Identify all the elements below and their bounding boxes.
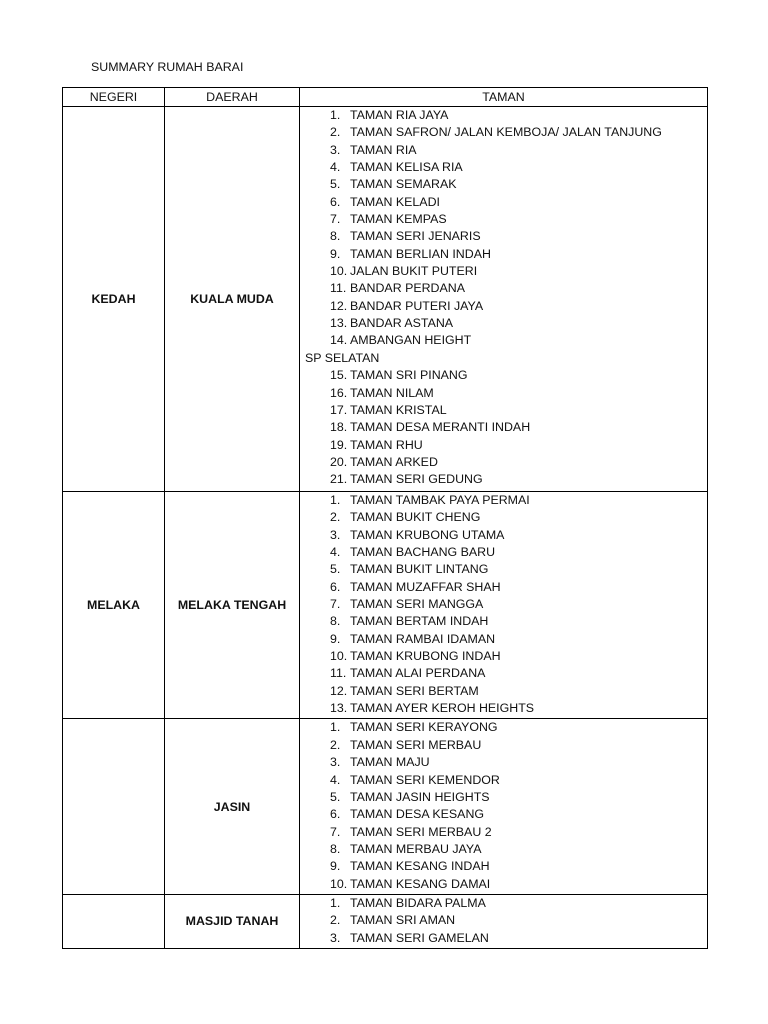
taman-cell bbox=[300, 719, 708, 894]
list-item bbox=[305, 419, 707, 436]
list-item-number: 7. bbox=[330, 597, 341, 612]
list-item-text: AMBANGAN HEIGHT bbox=[350, 333, 472, 348]
list-item bbox=[305, 596, 707, 613]
list-item-number: 2. bbox=[330, 737, 341, 752]
list-item-number: 10. bbox=[330, 649, 348, 664]
list-item bbox=[305, 211, 707, 228]
list-item-text: TAMAN SERI KEMENDOR bbox=[350, 772, 500, 787]
list-item-text: TAMAN MERBAU JAYA bbox=[350, 841, 482, 856]
list-item bbox=[305, 683, 707, 700]
list-item-text: TAMAN BERLIAN INDAH bbox=[350, 246, 491, 261]
negeri-cell: KEDAH bbox=[63, 107, 165, 492]
list-item-number: 10. bbox=[330, 264, 348, 279]
list-item-text: TAMAN SEMARAK bbox=[350, 177, 457, 192]
list-item-text: TAMAN RIA bbox=[350, 142, 417, 157]
list-item bbox=[305, 561, 707, 578]
list-item bbox=[305, 930, 707, 947]
list-item-number: 16. bbox=[330, 385, 348, 400]
list-item bbox=[305, 754, 707, 771]
row-melaka-tengah bbox=[63, 492, 708, 719]
daerah-cell: JASIN bbox=[165, 719, 300, 894]
list-item bbox=[305, 142, 707, 159]
list-item-number: 15. bbox=[330, 368, 348, 383]
list-item bbox=[305, 858, 707, 875]
list-item bbox=[305, 246, 707, 263]
row-jasin bbox=[63, 719, 708, 894]
list-item-text: TAMAN RHU bbox=[350, 437, 423, 452]
list-item-text: TAMAN TAMBAK PAYA PERMAI bbox=[350, 493, 530, 507]
header-row bbox=[63, 88, 708, 107]
list-item bbox=[305, 492, 707, 509]
list-item bbox=[305, 912, 707, 929]
list-item-text: TAMAN BUKIT LINTANG bbox=[350, 562, 489, 577]
list-item-text: TAMAN SAFRON/ JALAN KEMBOJA/ JALAN TANJUNG bbox=[350, 125, 662, 140]
list-item-text: TAMAN AYER KEROH HEIGHTS bbox=[350, 701, 535, 716]
list-item bbox=[305, 263, 707, 280]
list-item-number: 4. bbox=[330, 545, 341, 560]
list-item-number: 9. bbox=[330, 859, 341, 874]
list-item bbox=[305, 544, 707, 561]
negeri-cell bbox=[63, 894, 165, 948]
list-item-text: TAMAN MAJU bbox=[350, 755, 430, 770]
list-item-number: 13. bbox=[330, 701, 348, 716]
list-item-number: 11. bbox=[330, 281, 347, 296]
list-item-number: 5. bbox=[330, 789, 341, 804]
taman-cell bbox=[300, 492, 708, 719]
list-item-text: TAMAN DESA KESANG bbox=[350, 807, 485, 822]
taman-list bbox=[305, 492, 707, 717]
list-item bbox=[305, 648, 707, 665]
list-item bbox=[305, 579, 707, 596]
list-item-number: 8. bbox=[330, 229, 341, 244]
negeri-cell bbox=[63, 719, 165, 894]
list-item-text: TAMAN SERI KERAYONG bbox=[350, 720, 498, 735]
list-item-number: 20. bbox=[330, 454, 348, 469]
list-item-number: 6. bbox=[330, 579, 341, 594]
list-item-number: 21. bbox=[330, 472, 348, 487]
list-item bbox=[305, 789, 707, 806]
list-item bbox=[305, 402, 707, 419]
list-item bbox=[305, 895, 707, 912]
list-item-number: 5. bbox=[330, 177, 341, 192]
list-item bbox=[305, 454, 707, 471]
list-item-number: 8. bbox=[330, 614, 341, 629]
list-item bbox=[305, 280, 707, 297]
list-item-text: TAMAN SERI GEDUNG bbox=[350, 472, 483, 487]
list-item-text: TAMAN SERI MERBAU 2 bbox=[350, 824, 492, 839]
list-item-text: TAMAN DESA MERANTI INDAH bbox=[350, 420, 531, 435]
subgroup-label: SP SELATAN bbox=[305, 350, 380, 365]
list-item-text: TAMAN MUZAFFAR SHAH bbox=[350, 579, 501, 594]
row-masjid-tanah bbox=[63, 894, 708, 948]
list-item-number: 17. bbox=[330, 402, 348, 417]
list-item-number: 7. bbox=[330, 824, 341, 839]
list-item-number: 18. bbox=[330, 420, 348, 435]
list-item-number: 13. bbox=[330, 316, 348, 331]
document-title: SUMMARY RUMAH BARAI bbox=[91, 60, 244, 74]
list-item bbox=[305, 107, 707, 124]
header-daerah: DAERAH bbox=[165, 88, 300, 107]
list-item-number: 1. bbox=[330, 493, 341, 507]
list-item bbox=[305, 806, 707, 823]
list-item-text: TAMAN BERTAM INDAH bbox=[350, 614, 489, 629]
list-item-text: TAMAN ALAI PERDANA bbox=[350, 666, 486, 681]
list-item-text: BANDAR ASTANA bbox=[350, 316, 454, 331]
list-item bbox=[305, 613, 707, 630]
list-item-number: 9. bbox=[330, 631, 341, 646]
list-item-text: TAMAN BIDARA PALMA bbox=[350, 895, 486, 910]
list-item-number: 7. bbox=[330, 212, 341, 227]
list-item-text: BANDAR PUTERI JAYA bbox=[350, 298, 484, 313]
list-item bbox=[305, 700, 707, 717]
list-item-text: TAMAN KESANG INDAH bbox=[350, 859, 490, 874]
list-item-text: TAMAN SERI BERTAM bbox=[350, 683, 479, 698]
list-item-number: 5. bbox=[330, 562, 341, 577]
list-item-number: 19. bbox=[330, 437, 348, 452]
list-item-number: 6. bbox=[330, 194, 341, 209]
list-item-number: 1. bbox=[330, 720, 341, 735]
list-item bbox=[305, 719, 707, 736]
list-item-number: 4. bbox=[330, 160, 341, 175]
list-item bbox=[305, 665, 707, 682]
list-item bbox=[305, 876, 707, 893]
list-item bbox=[305, 332, 707, 349]
list-item-number: 6. bbox=[330, 807, 341, 822]
list-item-number: 2. bbox=[330, 125, 341, 140]
list-item bbox=[305, 176, 707, 193]
row-kedah bbox=[63, 107, 708, 492]
list-item bbox=[305, 124, 707, 141]
summary-table bbox=[62, 87, 708, 949]
list-item-number: 10. bbox=[330, 876, 348, 891]
list-item-text: TAMAN BACHANG BARU bbox=[350, 545, 496, 560]
taman-cell bbox=[300, 894, 708, 948]
list-item-text: TAMAN SERI MANGGA bbox=[350, 597, 484, 612]
list-item-number: 3. bbox=[330, 142, 341, 157]
list-item-text: TAMAN BUKIT CHENG bbox=[350, 510, 481, 525]
header-taman: TAMAN bbox=[300, 88, 708, 107]
list-item-text: TAMAN KRUBONG INDAH bbox=[350, 649, 501, 664]
list-item bbox=[305, 228, 707, 245]
daerah-cell: MELAKA TENGAH bbox=[165, 492, 300, 719]
list-item-number: 4. bbox=[330, 772, 341, 787]
list-item-text: TAMAN JASIN HEIGHTS bbox=[350, 789, 490, 804]
list-item-text: TAMAN KESANG DAMAI bbox=[350, 876, 491, 891]
taman-cell bbox=[300, 107, 708, 492]
list-item bbox=[305, 841, 707, 858]
daerah-cell: MASJID TANAH bbox=[165, 894, 300, 948]
list-item bbox=[305, 631, 707, 648]
list-item-text: TAMAN SERI MERBAU bbox=[350, 737, 482, 752]
list-item-text: JALAN BUKIT PUTERI bbox=[350, 264, 478, 279]
list-item-text: TAMAN KELADI bbox=[350, 194, 440, 209]
list-item-text: TAMAN SERI JENARIS bbox=[350, 229, 481, 244]
list-item-number: 11. bbox=[330, 666, 347, 681]
list-item-number: 12. bbox=[330, 298, 348, 313]
list-item bbox=[305, 772, 707, 789]
list-item bbox=[305, 367, 707, 384]
list-item bbox=[305, 737, 707, 754]
taman-list bbox=[305, 367, 707, 488]
list-item-text: TAMAN KEMPAS bbox=[350, 212, 447, 227]
list-item-number: 3. bbox=[330, 527, 341, 542]
list-item bbox=[305, 471, 707, 488]
list-item bbox=[305, 824, 707, 841]
header-negeri: NEGERI bbox=[63, 88, 165, 107]
list-item-number: 8. bbox=[330, 841, 341, 856]
taman-list bbox=[305, 107, 707, 350]
list-item bbox=[305, 509, 707, 526]
list-item bbox=[305, 194, 707, 211]
list-item bbox=[305, 437, 707, 454]
list-item-number: 1. bbox=[330, 108, 341, 122]
list-item-text: TAMAN ARKED bbox=[350, 454, 438, 469]
list-item-number: 2. bbox=[330, 510, 341, 525]
list-item-text: TAMAN SRI PINANG bbox=[350, 368, 468, 383]
list-item bbox=[305, 315, 707, 332]
list-item-text: TAMAN KRUBONG UTAMA bbox=[350, 527, 505, 542]
list-item-text: TAMAN SRI AMAN bbox=[350, 913, 456, 928]
list-item bbox=[305, 159, 707, 176]
list-item-number: 9. bbox=[330, 246, 341, 261]
list-item-number: 1. bbox=[330, 895, 341, 910]
daerah-cell: KUALA MUDA bbox=[165, 107, 300, 492]
list-item-text: TAMAN KRISTAL bbox=[350, 402, 447, 417]
list-item-number: 3. bbox=[330, 755, 341, 770]
list-item-number: 3. bbox=[330, 930, 341, 945]
list-item bbox=[305, 385, 707, 402]
list-item-text: TAMAN SERI GAMELAN bbox=[350, 930, 489, 945]
list-item-text: BANDAR PERDANA bbox=[350, 281, 465, 296]
list-item bbox=[305, 298, 707, 315]
list-item bbox=[305, 527, 707, 544]
taman-list bbox=[305, 719, 707, 892]
list-item-number: 14. bbox=[330, 333, 348, 348]
taman-list bbox=[305, 895, 707, 947]
list-item-number: 2. bbox=[330, 913, 341, 928]
list-item-text: TAMAN RAMBAI IDAMAN bbox=[350, 631, 496, 646]
negeri-cell: MELAKA bbox=[63, 492, 165, 719]
list-item-text: TAMAN RIA JAYA bbox=[350, 108, 449, 122]
list-item-text: TAMAN NILAM bbox=[350, 385, 434, 400]
list-item-text: TAMAN KELISA RIA bbox=[350, 160, 463, 175]
list-item-number: 12. bbox=[330, 683, 348, 698]
